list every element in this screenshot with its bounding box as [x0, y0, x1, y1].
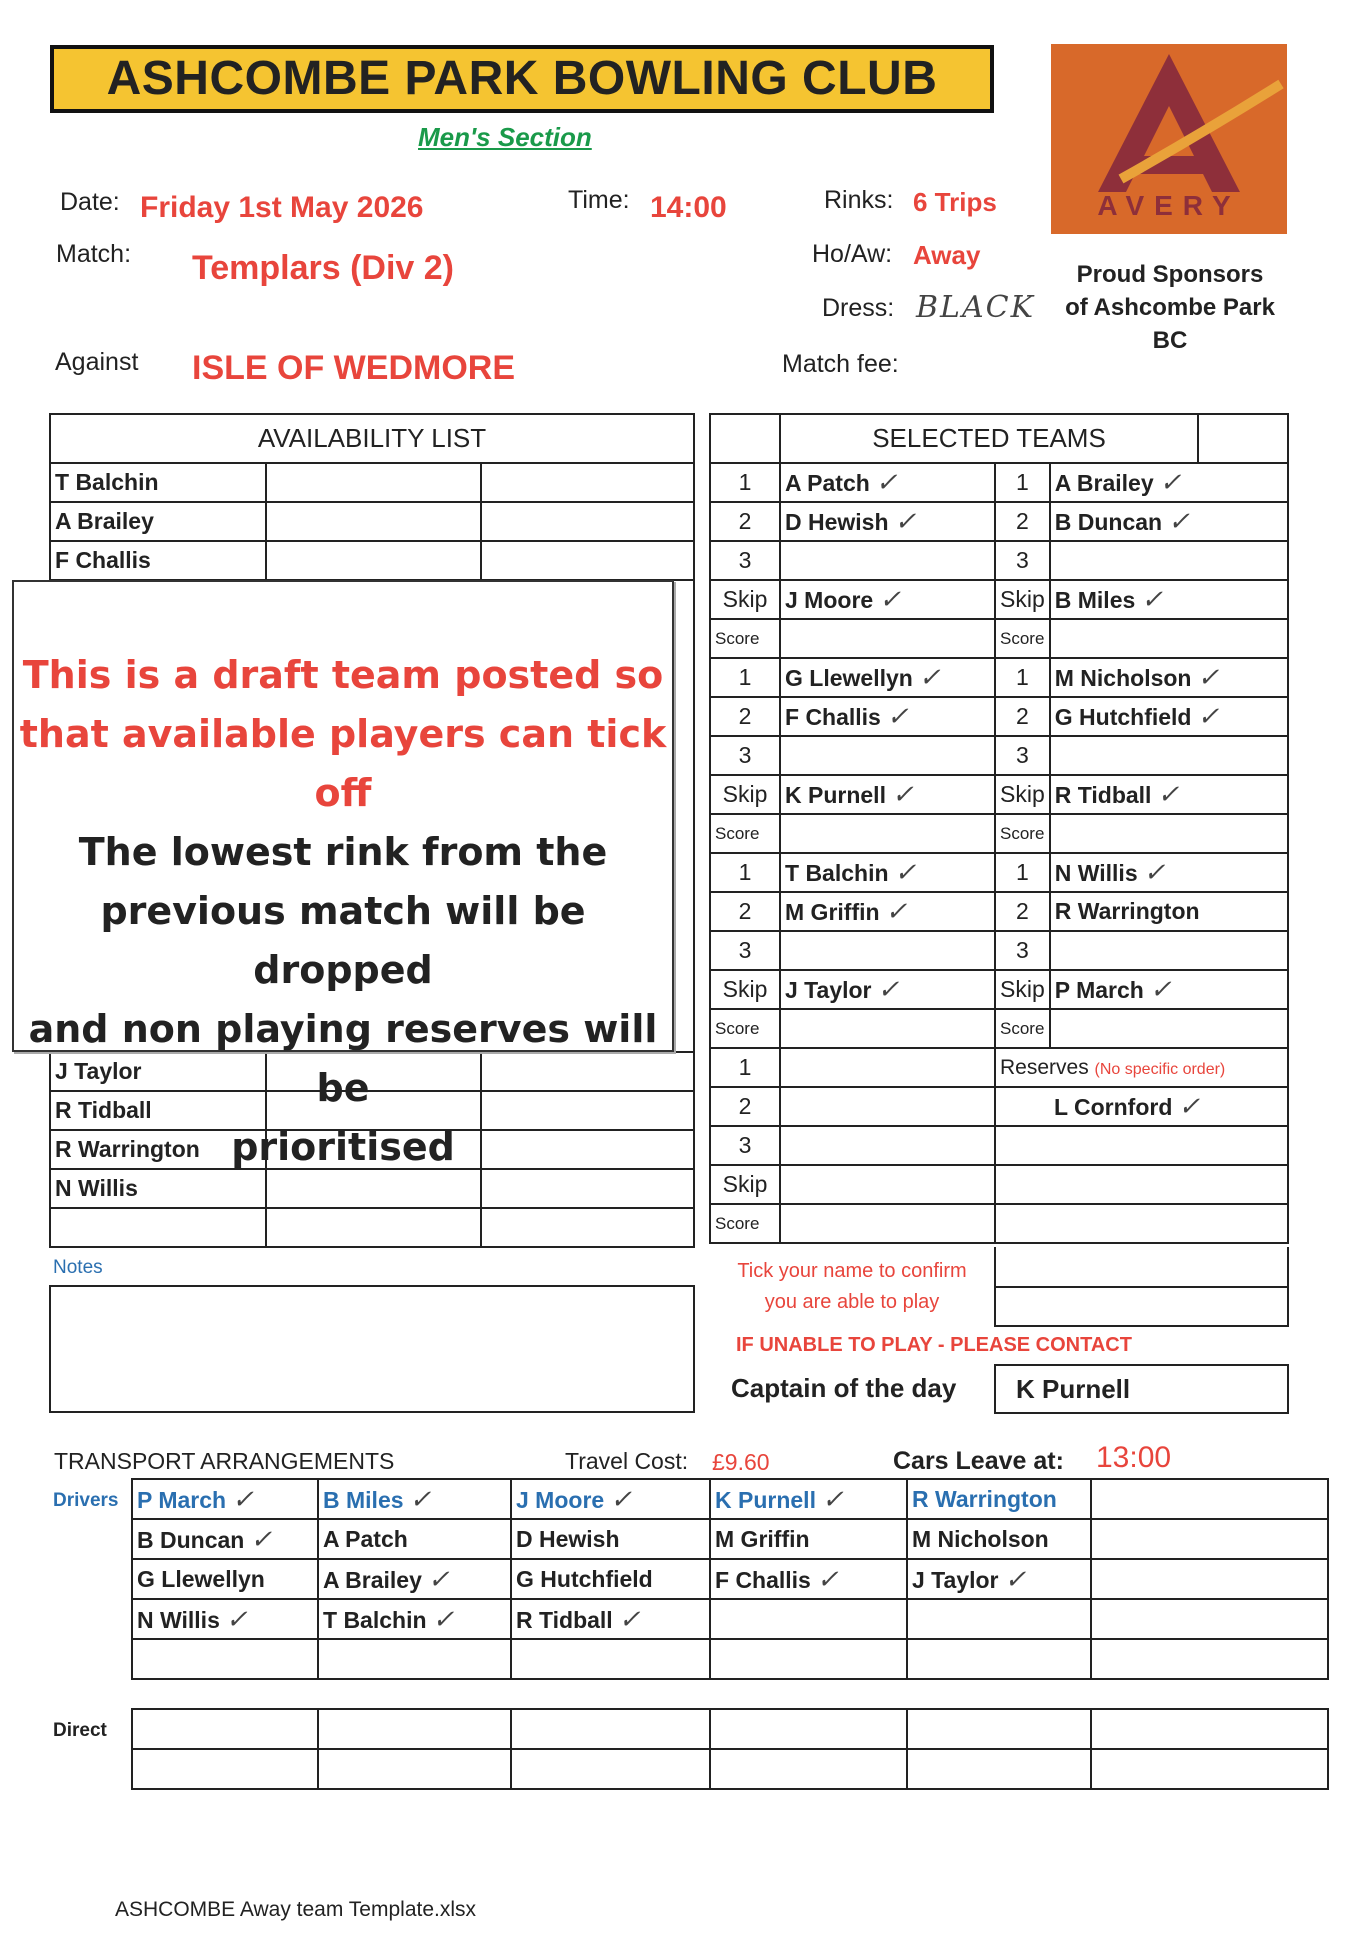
score-label: Score: [710, 1009, 780, 1048]
position-number: 1: [995, 658, 1050, 697]
position-number: 1: [710, 658, 780, 697]
captain-value: K Purnell: [994, 1364, 1289, 1414]
position-number: 3: [710, 541, 780, 580]
availability-name: J Taylor: [50, 1052, 266, 1091]
passenger-cell: [1091, 1639, 1328, 1679]
sponsor-line3: BC: [1152, 327, 1188, 354]
footer-filename: ASHCOMBE Away team Template.xlsx: [115, 1898, 477, 1921]
player-cell: M Nicholson ✓: [1050, 658, 1288, 697]
passenger-cell: [318, 1639, 511, 1679]
tick-line2: you are able to play: [764, 1291, 940, 1313]
availability-name: A Brailey: [50, 502, 266, 541]
passenger-cell: [710, 1599, 907, 1639]
position-number: 2: [710, 892, 780, 931]
position-number: 2: [995, 892, 1050, 931]
availability-name: N Willis: [50, 1169, 266, 1208]
position-number: 3: [995, 541, 1050, 580]
skip-cell: J Moore ✓: [780, 580, 995, 619]
passenger-cell: [1091, 1599, 1328, 1639]
avery-logo: [1051, 44, 1287, 234]
time-value: 14:00: [650, 191, 727, 224]
skip-label: Skip: [995, 775, 1050, 814]
unable-to-play: IF UNABLE TO PLAY - PLEASE CONTACT: [736, 1334, 1132, 1356]
passenger-cell: G Llewellyn: [132, 1559, 318, 1599]
position-number: 3: [710, 1126, 780, 1165]
skip-cell: R Tidball ✓: [1050, 775, 1288, 814]
score-label: Score: [995, 619, 1050, 658]
availability-name: R Tidball: [50, 1091, 266, 1130]
cars-leave-label: Cars Leave at:: [893, 1447, 1064, 1475]
position-number: 3: [710, 931, 780, 970]
player-cell: T Balchin ✓: [780, 853, 995, 892]
selected-teams-table: [709, 413, 1289, 1244]
skip-label: Skip: [710, 775, 780, 814]
driver-cell: [1091, 1479, 1328, 1519]
passenger-cell: D Hewish: [511, 1519, 710, 1559]
reserve-cell: L Cornford ✓: [995, 1087, 1288, 1126]
notice-line: that available players can tick off: [19, 712, 667, 815]
travel-cost-label: Travel Cost:: [565, 1448, 689, 1474]
dress-value: BLACK: [916, 290, 1035, 325]
notes-box: [49, 1285, 695, 1413]
section-title: Men's Section: [418, 122, 592, 152]
position-number: 1: [710, 1048, 780, 1087]
rinks-value: 6 Trips: [913, 187, 997, 217]
selected-title: SELECTED TEAMS: [780, 414, 1198, 463]
passenger-cell: N Willis ✓: [132, 1599, 318, 1639]
cars-leave-value: 13:00: [1096, 1441, 1172, 1474]
notice-line: prioritised: [231, 1125, 455, 1169]
passenger-cell: F Challis ✓: [710, 1559, 907, 1599]
position-number: 3: [995, 931, 1050, 970]
passenger-cell: B Duncan ✓: [132, 1519, 318, 1559]
transport-table: [131, 1478, 1329, 1680]
skip-label: Skip: [710, 970, 780, 1009]
passenger-cell: G Hutchfield: [511, 1559, 710, 1599]
passenger-cell: J Taylor ✓: [907, 1559, 1091, 1599]
position-number: 3: [995, 736, 1050, 775]
passenger-cell: [710, 1639, 907, 1679]
travel-cost-value: £9.60: [712, 1449, 770, 1475]
score-label: Score: [710, 814, 780, 853]
position-number: 3: [710, 736, 780, 775]
against-label: Against: [55, 348, 139, 376]
sponsor-line2: of Ashcombe Park: [1065, 294, 1275, 321]
notes-label: Notes: [53, 1257, 103, 1278]
player-cell: G Llewellyn ✓: [780, 658, 995, 697]
against-value: ISLE OF WEDMORE: [192, 349, 515, 387]
driver-cell: K Purnell ✓: [710, 1479, 907, 1519]
score-label: Score: [710, 1204, 780, 1243]
date-label: Date:: [60, 188, 120, 216]
position-number: 1: [995, 463, 1050, 502]
passenger-cell: T Balchin ✓: [318, 1599, 511, 1639]
skip-label: Skip: [710, 580, 780, 619]
skip-cell: J Taylor ✓: [780, 970, 995, 1009]
position-number: 1: [710, 853, 780, 892]
match-fee-label: Match fee:: [782, 350, 899, 378]
passenger-cell: M Nicholson: [907, 1519, 1091, 1559]
captain-label: Captain of the day: [731, 1373, 957, 1403]
tick-instructions: [712, 1256, 992, 1318]
passenger-cell: [1091, 1519, 1328, 1559]
notice-line: previous match will be dropped: [100, 889, 586, 992]
dress-label: Dress:: [822, 294, 895, 322]
sponsor-line1: Proud Sponsors: [1076, 261, 1264, 288]
player-cell: F Challis ✓: [780, 697, 995, 736]
driver-cell: P March ✓: [132, 1479, 318, 1519]
position-number: 2: [710, 1087, 780, 1126]
score-label: Score: [995, 1009, 1050, 1048]
notice-line: and non playing reserves will be: [28, 1007, 658, 1110]
transport-title: TRANSPORT ARRANGEMENTS: [54, 1448, 395, 1474]
availability-title: AVAILABILITY LIST: [50, 414, 694, 463]
skip-label: Skip: [710, 1165, 780, 1204]
availability-name: T Balchin: [50, 463, 266, 502]
hoaw-value: Away: [913, 240, 981, 270]
time-label: Time:: [568, 186, 630, 214]
passenger-cell: [511, 1639, 710, 1679]
passenger-cell: [907, 1599, 1091, 1639]
rinks-label: Rinks:: [824, 186, 894, 214]
direct-label: Direct: [53, 1720, 107, 1741]
match-label: Match:: [56, 240, 132, 268]
driver-cell: B Miles ✓: [318, 1479, 511, 1519]
player-cell: R Warrington: [1050, 892, 1288, 931]
skip-label: Skip: [995, 580, 1050, 619]
notice-line: The lowest rink from the: [78, 830, 608, 874]
position-number: 2: [995, 697, 1050, 736]
player-cell: A Patch ✓: [780, 463, 995, 502]
reserves-note: (No specific order): [1094, 1060, 1226, 1078]
logo-text: AVERY: [1097, 190, 1241, 221]
reserves-header: Reserves (No specific order): [995, 1048, 1288, 1087]
availability-name: R Warrington: [50, 1130, 266, 1169]
position-number: 2: [710, 697, 780, 736]
player-cell: N Willis ✓: [1050, 853, 1288, 892]
skip-cell: K Purnell ✓: [780, 775, 995, 814]
tick-line1: Tick your name to confirm: [737, 1260, 967, 1282]
direct-table: [131, 1708, 1329, 1790]
passenger-cell: A Brailey ✓: [318, 1559, 511, 1599]
position-number: 2: [995, 502, 1050, 541]
skip-cell: P March ✓: [1050, 970, 1288, 1009]
skip-cell: B Miles ✓: [1050, 580, 1288, 619]
club-title: ASHCOMBE PARK BOWLING CLUB: [50, 45, 994, 113]
driver-cell: J Moore ✓: [511, 1479, 710, 1519]
player-cell: A Brailey ✓: [1050, 463, 1288, 502]
skip-label: Skip: [995, 970, 1050, 1009]
reserves-extra: [994, 1247, 1289, 1327]
position-number: 1: [995, 853, 1050, 892]
drivers-label: Drivers: [53, 1490, 119, 1511]
player-cell: B Duncan ✓: [1050, 502, 1288, 541]
passenger-cell: [907, 1639, 1091, 1679]
position-number: 2: [710, 502, 780, 541]
notice-line: This is a draft team posted so: [22, 653, 664, 697]
passenger-cell: M Griffin: [710, 1519, 907, 1559]
passenger-cell: [132, 1639, 318, 1679]
date-value: Friday 1st May 2026: [140, 191, 424, 224]
availability-name: F Challis: [50, 541, 266, 580]
hoaw-label: Ho/Aw:: [812, 240, 893, 268]
passenger-cell: R Tidball ✓: [511, 1599, 710, 1639]
player-cell: M Griffin ✓: [780, 892, 995, 931]
driver-cell: R Warrington: [907, 1479, 1091, 1519]
player-cell: D Hewish ✓: [780, 502, 995, 541]
score-label: Score: [995, 814, 1050, 853]
sponsor-text: [1050, 258, 1290, 357]
match-value: Templars (Div 2): [192, 249, 455, 287]
score-label: Score: [710, 619, 780, 658]
position-number: 1: [710, 463, 780, 502]
player-cell: G Hutchfield ✓: [1050, 697, 1288, 736]
passenger-cell: [1091, 1559, 1328, 1599]
passenger-cell: A Patch: [318, 1519, 511, 1559]
